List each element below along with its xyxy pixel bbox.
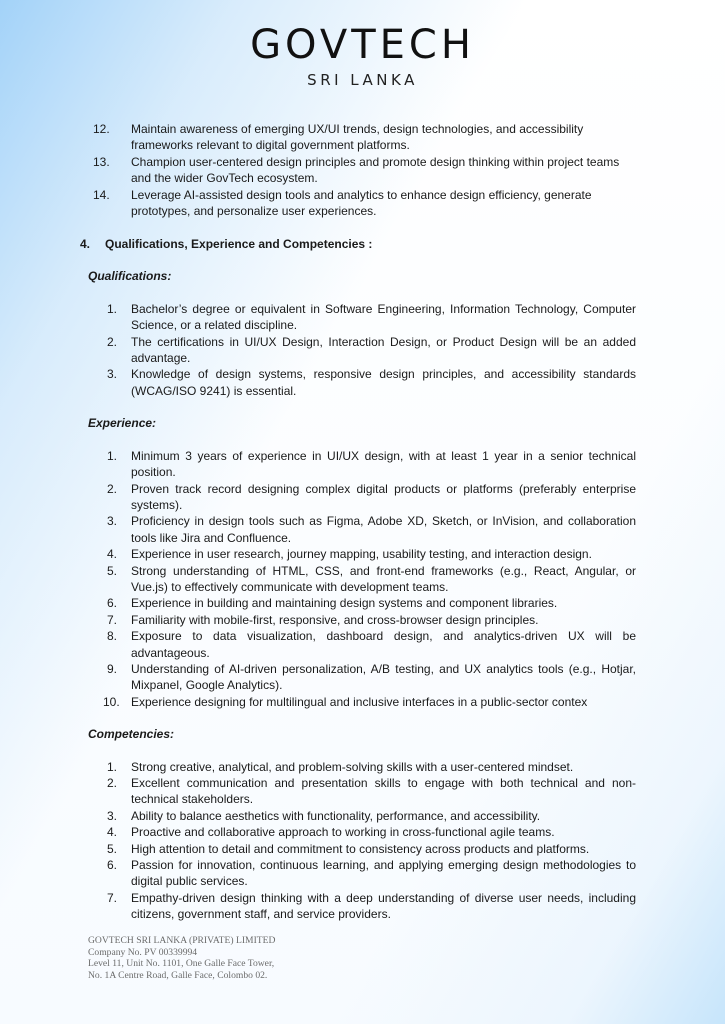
company-footer [88,935,275,981]
experience-list [0,448,725,711]
item-text: Leverage AI-assisted design tools and analytics to enhance design efficiency, generate prototypes, and personalize user experiences. [131,187,592,219]
govtech-logo [0,22,725,89]
item-text: Empathy-driven design thinking with a deep understanding of diverse user needs, including citizens, government staff, and service providers. [131,890,636,922]
item-number: 3. [107,367,118,382]
item-number: 7. [107,612,118,627]
item-number: 3. [107,514,118,529]
list-item [0,121,641,154]
footer-company-name: GOVTECH SRI LANKA (PRIVATE) LIMITED [88,935,276,946]
item-number: 14. [93,187,110,202]
list-item [0,448,636,481]
item-number: 7. [107,890,118,905]
list-item [0,154,641,187]
item-text: Experience in user research, journey mapping, usability testing, and interaction design. [131,547,592,562]
qualifications-list [0,301,725,399]
item-text: Familiarity with mobile-first, responsive, and cross-browser design principles. [131,612,539,627]
list-item [0,808,636,824]
list-item [0,890,636,923]
list-item [0,334,636,367]
item-text: Exposure to data visualization, dashboard design, and analytics-driven UX will be advantageous. [131,629,636,660]
item-number: 13. [93,154,110,169]
item-number: 6. [107,596,118,611]
list-item [0,759,636,775]
item-text: Minimum 3 years of experience in UI/UX design, with at least 1 year in a senior technical position. [131,448,636,480]
item-text: Passion for innovation, continuous learning, and applying emerging design methodologies to digital public services. [131,858,636,889]
logo-subtitle: SRI LANKA [307,71,418,89]
item-text: Proficiency in design tools such as Figma, Adobe XD, Sketch, or InVision, and collaboration tools like Jira and Confluence. [131,514,636,545]
item-text: Experience designing for multilingual and inclusive interfaces in a public-sector contex [131,694,588,709]
list-item [0,694,636,710]
list-item [0,841,636,857]
list-item [0,301,636,334]
item-number: 4. [107,547,118,562]
list-item [0,857,636,890]
logo-wordmark: GOVTECH [250,22,475,68]
item-text: High attention to detail and commitment to consistency across products and platforms. [131,841,590,856]
competencies-heading: Competencies: [88,727,175,742]
item-text: Maintain awareness of emerging UX/UI trends, design technologies, and accessibility frameworks relevant to digital government platforms. [131,122,584,153]
item-number: 5. [107,563,118,578]
list-item [0,481,636,514]
item-number: 6. [107,858,118,873]
list-item [0,824,636,840]
item-text: Proven track record designing complex digital products or platforms (preferably enterprise systems). [131,481,636,512]
document-body [0,121,725,923]
item-text: Understanding of AI-driven personalization, A/B testing, and UX analytics tools (e.g., Hotjar, Mixpanel, Google Analytics). [131,661,636,693]
list-item [0,563,636,596]
item-number: 1. [107,448,118,463]
list-item [0,612,636,628]
responsibilities-list [0,121,725,219]
item-number: 4. [107,825,118,840]
section-heading [0,236,725,252]
footer-address-line-1: Level 11, Unit No. 1101, One Galle Face Tower, [88,958,275,970]
competencies-list [0,759,725,923]
item-number: 2. [107,776,118,790]
list-item [0,187,641,220]
item-text: Proactive and collaborative approach to working in cross-functional agile teams. [131,825,555,840]
item-number: 1. [107,759,118,774]
list-item [0,513,636,546]
item-number: 1. [107,301,118,316]
list-item [0,546,636,562]
item-text: Bachelor’s degree or equivalent in Software Engineering, Information Technology, Computer Science, or a related discipline. [131,301,636,333]
item-number: 12. [93,122,110,136]
item-number: 8. [107,629,118,644]
item-number: 10. [103,694,120,709]
experience-heading: Experience: [88,416,157,431]
item-text: Excellent communication and presentation skills to engage with both technical and non-technical stakeholders. [131,776,636,807]
section-title: Qualifications, Experience and Competencies : [105,237,373,252]
footer-address-line-2: No. 1A Centre Road, Galle Face, Colombo 02. [88,969,268,981]
item-text: Experience in building and maintaining design systems and component libraries. [131,596,558,611]
footer-company-number: Company No. PV 00339994 [88,946,198,958]
item-text: Strong understanding of HTML, CSS, and front-end frameworks (e.g., React, Angular, or Vue.js) to effectively communicate with development teams. [131,563,636,594]
item-text: Champion user-centered design principles and promote design thinking within project teams and the wider GovTech ecosystem. [131,154,620,186]
list-item [0,628,636,661]
qualifications-heading: Qualifications: [88,269,172,284]
section-number: 4. [80,237,91,252]
item-text: The certifications in UI/UX Design, Interaction Design, or Product Design will be an added advantage. [131,334,636,366]
list-item [0,775,636,808]
item-text: Strong creative, analytical, and problem-solving skills with a user-centered mindset. [131,759,574,774]
list-item [0,366,636,399]
item-number: 9. [107,661,118,676]
list-item [0,661,636,694]
item-number: 5. [107,841,118,856]
item-number: 2. [107,481,118,496]
item-text: Knowledge of design systems, responsive design principles, and accessibility standards (WCAG/ISO 9241) is essential. [131,367,636,398]
item-number: 3. [107,808,118,823]
item-number: 2. [107,334,118,349]
item-text: Ability to balance aesthetics with functionality, performance, and accessibility. [131,808,541,823]
list-item [0,595,636,611]
